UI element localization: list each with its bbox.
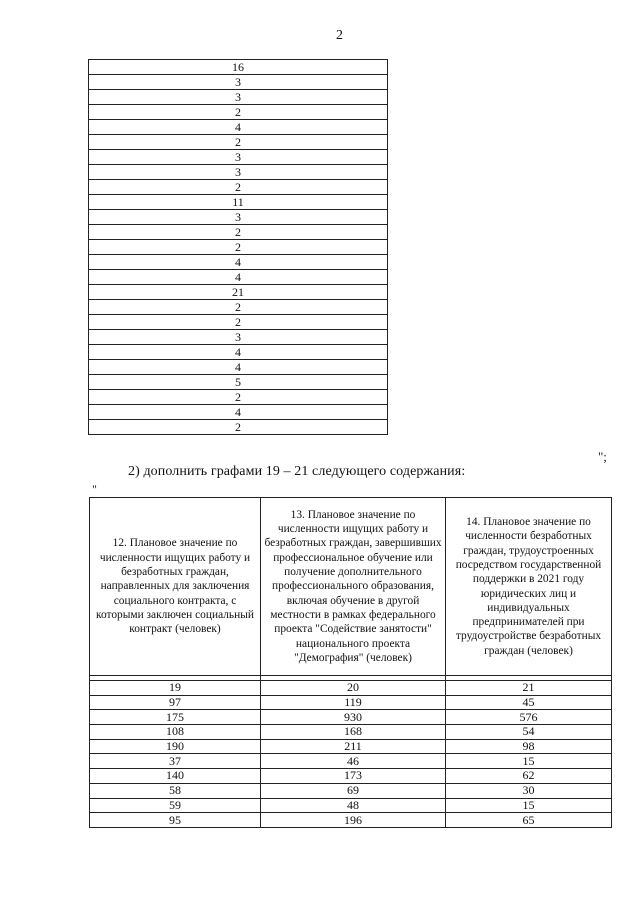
value-cell: 21 — [89, 285, 388, 300]
table-row — [89, 165, 388, 180]
value-cell: 98 — [446, 739, 612, 754]
value-cell: 48 — [261, 798, 446, 813]
table-row — [89, 270, 388, 285]
value-cell: 2 — [89, 105, 388, 120]
table-row — [89, 135, 388, 150]
table-row — [89, 60, 388, 75]
top-table — [88, 59, 388, 435]
table-row — [89, 75, 388, 90]
value-cell: 576 — [446, 710, 612, 725]
table-row — [90, 739, 612, 754]
table-row — [89, 240, 388, 255]
table-row — [90, 783, 612, 798]
value-cell: 58 — [90, 783, 261, 798]
value-cell: 2 — [89, 420, 388, 435]
table-row — [89, 255, 388, 270]
table-row — [89, 150, 388, 165]
value-cell: 140 — [90, 769, 261, 784]
column-header-12: 12. Плановое значение по численности ищущих работу и безработных граждан, направленных для заключения социального контракта, с которыми заключен социальный контракт (человек) — [90, 498, 261, 676]
value-cell: 69 — [261, 783, 446, 798]
value-cell: 46 — [261, 754, 446, 769]
value-cell: 3 — [89, 75, 388, 90]
instruction-text: 2) дополнить графами 19 – 21 следующего содержания: — [128, 464, 466, 479]
value-cell: 3 — [89, 210, 388, 225]
value-cell: 15 — [446, 754, 612, 769]
table-row — [90, 695, 612, 710]
table-row — [90, 681, 612, 696]
table-row — [89, 90, 388, 105]
value-cell: 3 — [89, 165, 388, 180]
value-cell: 54 — [446, 725, 612, 740]
value-cell: 4 — [89, 405, 388, 420]
table-row — [90, 813, 612, 828]
value-cell: 37 — [90, 754, 261, 769]
value-cell: 2 — [89, 180, 388, 195]
value-cell: 62 — [446, 769, 612, 784]
table-row — [89, 330, 388, 345]
value-cell: 45 — [446, 695, 612, 710]
value-cell: 175 — [90, 710, 261, 725]
opening-quote: " — [92, 482, 97, 496]
table-row — [90, 710, 612, 725]
table-row — [89, 390, 388, 405]
table-row — [89, 300, 388, 315]
value-cell: 2 — [89, 315, 388, 330]
value-cell: 196 — [261, 813, 446, 828]
table-row — [89, 420, 388, 435]
table-row — [89, 315, 388, 330]
table-row — [89, 210, 388, 225]
value-cell: 3 — [89, 330, 388, 345]
table-row — [90, 754, 612, 769]
value-cell: 5 — [89, 375, 388, 390]
value-cell: 20 — [261, 681, 446, 696]
table-row — [89, 195, 388, 210]
value-cell: 168 — [261, 725, 446, 740]
table-row — [89, 120, 388, 135]
value-cell: 2 — [89, 225, 388, 240]
value-cell: 2 — [89, 240, 388, 255]
value-cell: 4 — [89, 270, 388, 285]
value-cell: 2 — [89, 300, 388, 315]
table-row — [90, 769, 612, 784]
column-header-14: 14. Плановое значение по численности безработных граждан, трудоустроенных посредством государственной поддержки в 2021 году юридических лиц и индивидуальных предпринимателей при трудоустройстве безработных граждан (человек) — [446, 498, 612, 676]
value-cell: 97 — [90, 695, 261, 710]
value-cell: 190 — [90, 739, 261, 754]
value-cell: 3 — [89, 90, 388, 105]
table-row — [89, 285, 388, 300]
value-cell: 4 — [89, 120, 388, 135]
page-number: 2 — [336, 28, 343, 43]
value-cell: 108 — [90, 725, 261, 740]
value-cell: 30 — [446, 783, 612, 798]
value-cell: 65 — [446, 813, 612, 828]
value-cell: 4 — [89, 255, 388, 270]
value-cell: 2 — [89, 135, 388, 150]
table-row — [89, 360, 388, 375]
table-row — [89, 180, 388, 195]
value-cell: 3 — [89, 150, 388, 165]
table-row — [90, 798, 612, 813]
column-header-13: 13. Плановое значение по численности ищущих работу и безработных граждан, завершивших профессиональное обучение или получение дополнительного профессионального образования, включая обучение в другой местности в рамках федерального проекта "Содействие занятости" национального проекта "Демография" (человек) — [261, 498, 446, 676]
bottom-table — [89, 497, 612, 828]
value-cell: 15 — [446, 798, 612, 813]
value-cell: 173 — [261, 769, 446, 784]
value-cell: 95 — [90, 813, 261, 828]
table-row — [89, 405, 388, 420]
value-cell: 19 — [90, 681, 261, 696]
closing-quote: "; — [598, 449, 607, 464]
table-row — [89, 105, 388, 120]
table-row — [89, 375, 388, 390]
value-cell: 119 — [261, 695, 446, 710]
table-row — [89, 345, 388, 360]
value-cell: 11 — [89, 195, 388, 210]
table-row — [90, 725, 612, 740]
value-cell: 2 — [89, 390, 388, 405]
value-cell: 16 — [89, 60, 388, 75]
value-cell: 21 — [446, 681, 612, 696]
value-cell: 4 — [89, 345, 388, 360]
value-cell: 211 — [261, 739, 446, 754]
value-cell: 4 — [89, 360, 388, 375]
table-row — [89, 225, 388, 240]
value-cell: 930 — [261, 710, 446, 725]
value-cell: 59 — [90, 798, 261, 813]
